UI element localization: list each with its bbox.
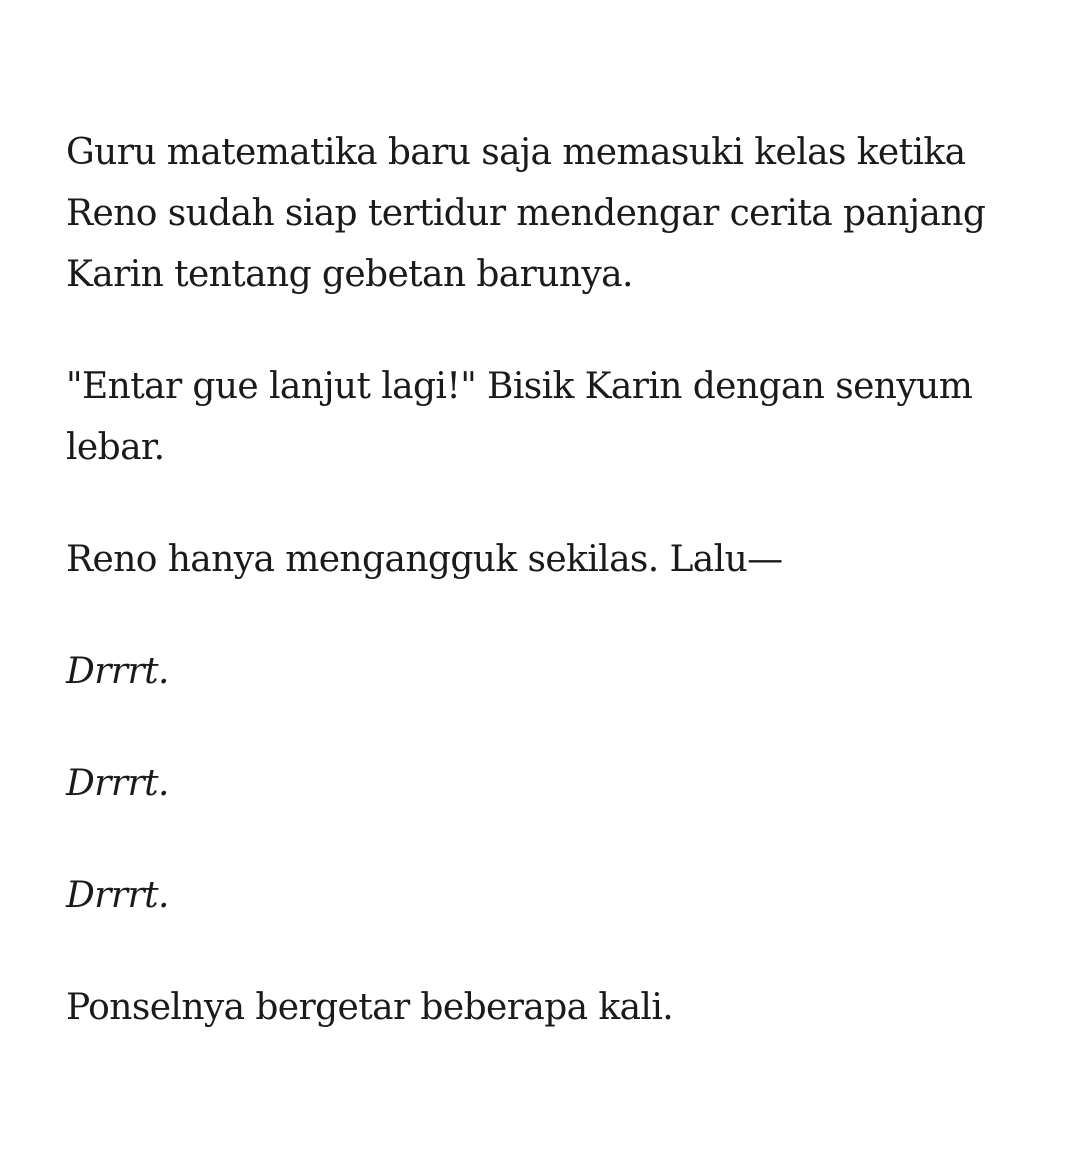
story-text: [66, 122, 1006, 1089]
story-paragraph-sound: Drrrt.: [66, 763, 169, 804]
story-paragraph: Guru matematika baru saja memasuki kelas ketika Reno sudah siap tertidur mendengar cerita panjang Karin tentang gebetan barunya.: [66, 132, 986, 295]
story-paragraph: Ponselnya bergetar beberapa kali.: [66, 987, 674, 1028]
story-paragraph-sound: Drrrt.: [66, 875, 169, 916]
story-paragraph-sound: Drrrt.: [66, 651, 169, 692]
story-paragraph: "Entar gue lanjut lagi!" Bisik Karin dengan senyum lebar.: [66, 366, 973, 468]
story-paragraph: Reno hanya mengangguk sekilas. Lalu—: [66, 539, 783, 580]
